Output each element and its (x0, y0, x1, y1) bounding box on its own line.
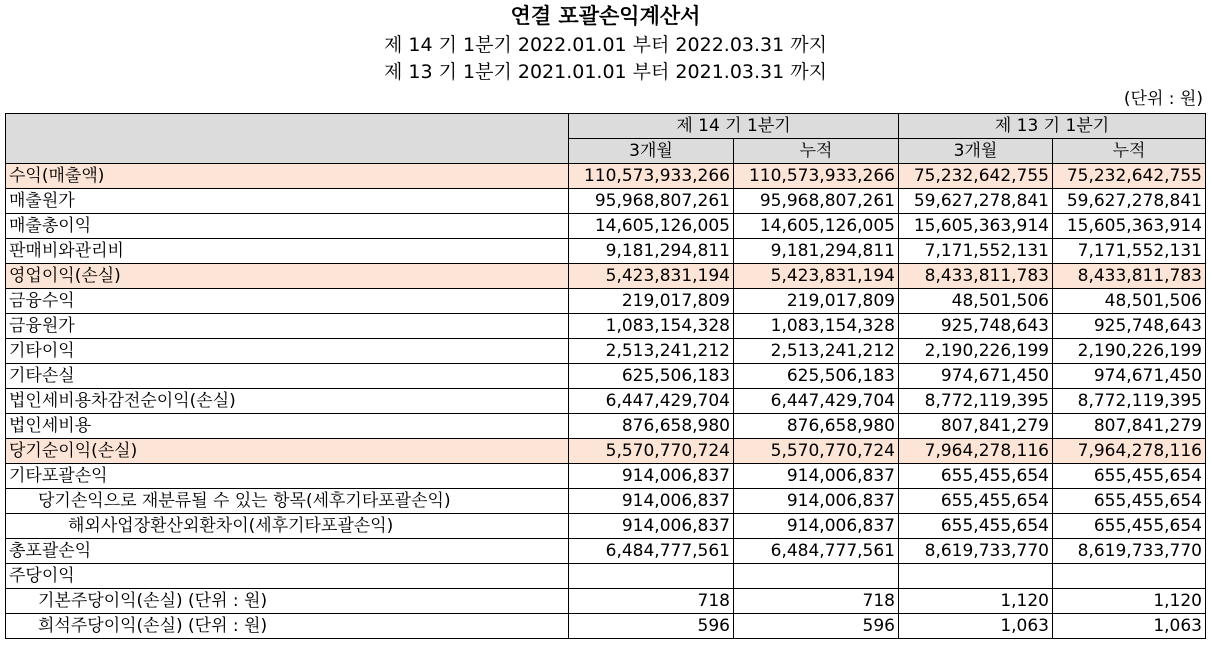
value-current-3m: 5,570,770,724 (569, 439, 734, 464)
col-header-prior-cum: 누적 (1053, 139, 1206, 164)
value-prior-3m: 974,671,450 (899, 364, 1053, 389)
table-row (6, 614, 1206, 639)
table-row (6, 214, 1206, 239)
row-label: 기타이익 (6, 339, 569, 364)
value-prior-cum: 925,748,643 (1053, 314, 1206, 339)
table-row (6, 564, 1206, 589)
col-header-prior-3m: 3개월 (899, 139, 1053, 164)
value-current-cum: 1,083,154,328 (734, 314, 899, 339)
table-row (6, 589, 1206, 614)
period-current: 제 14 기 1분기 2022.01.01 부터 2022.03.31 까지 (384, 34, 827, 56)
value-current-cum: 914,006,837 (734, 514, 899, 539)
statement-title: 연결 포괄손익계산서 (510, 4, 701, 28)
value-current-cum: 14,605,126,005 (734, 214, 899, 239)
value-prior-cum: 7,171,552,131 (1053, 239, 1206, 264)
table-row (6, 489, 1206, 514)
table-row (6, 164, 1206, 189)
row-label: 영업이익(손실) (6, 264, 569, 289)
value-prior-3m: 15,605,363,914 (899, 214, 1053, 239)
value-prior-cum (1053, 564, 1206, 589)
value-current-cum: 9,181,294,811 (734, 239, 899, 264)
value-current-cum: 6,447,429,704 (734, 389, 899, 414)
value-prior-3m: 59,627,278,841 (899, 189, 1053, 214)
value-current-3m: 219,017,809 (569, 289, 734, 314)
value-current-3m: 6,447,429,704 (569, 389, 734, 414)
table-row (6, 464, 1206, 489)
row-label: 수익(매출액) (6, 164, 569, 189)
value-prior-cum: 15,605,363,914 (1053, 214, 1206, 239)
value-prior-cum: 59,627,278,841 (1053, 189, 1206, 214)
row-label: 판매비와관리비 (6, 239, 569, 264)
row-label: 매출총이익 (6, 214, 569, 239)
header-row-period (6, 114, 1206, 139)
value-current-3m: 914,006,837 (569, 489, 734, 514)
value-current-3m: 2,513,241,212 (569, 339, 734, 364)
value-current-cum: 5,570,770,724 (734, 439, 899, 464)
value-prior-cum: 7,964,278,116 (1053, 439, 1206, 464)
row-label: 해외사업장환산외환차이(세후기타포괄손익) (6, 514, 569, 539)
row-label: 희석주당이익(손실) (단위 : 원) (6, 614, 569, 639)
table-row (6, 289, 1206, 314)
value-prior-3m: 75,232,642,755 (899, 164, 1053, 189)
value-prior-3m: 8,772,119,395 (899, 389, 1053, 414)
value-current-3m: 914,006,837 (569, 464, 734, 489)
value-current-cum: 914,006,837 (734, 489, 899, 514)
value-prior-cum: 48,501,506 (1053, 289, 1206, 314)
value-current-3m: 95,968,807,261 (569, 189, 734, 214)
row-label: 법인세비용차감전순이익(손실) (6, 389, 569, 414)
value-prior-cum: 2,190,226,199 (1053, 339, 1206, 364)
table-row (6, 364, 1206, 389)
value-current-cum: 876,658,980 (734, 414, 899, 439)
value-prior-3m: 925,748,643 (899, 314, 1053, 339)
value-prior-cum: 974,671,450 (1053, 364, 1206, 389)
table-row (6, 539, 1206, 564)
unit-label: (단위 : 원) (1123, 89, 1203, 109)
value-prior-cum: 8,772,119,395 (1053, 389, 1206, 414)
value-prior-3m: 8,619,733,770 (899, 539, 1053, 564)
value-current-3m: 914,006,837 (569, 514, 734, 539)
value-prior-3m: 807,841,279 (899, 414, 1053, 439)
value-prior-cum: 1,120 (1053, 589, 1206, 614)
value-current-cum: 219,017,809 (734, 289, 899, 314)
table-row (6, 239, 1206, 264)
table-row (6, 514, 1206, 539)
period-prior: 제 13 기 1분기 2021.01.01 부터 2021.03.31 까지 (384, 61, 827, 83)
row-label: 금융수익 (6, 289, 569, 314)
value-current-cum: 5,423,831,194 (734, 264, 899, 289)
value-current-3m: 9,181,294,811 (569, 239, 734, 264)
value-prior-3m: 655,455,654 (899, 464, 1053, 489)
value-prior-cum: 8,433,811,783 (1053, 264, 1206, 289)
value-current-3m: 876,658,980 (569, 414, 734, 439)
value-current-cum: 110,573,933,266 (734, 164, 899, 189)
value-prior-3m (899, 564, 1053, 589)
col-header-current-3m: 3개월 (569, 139, 734, 164)
row-label: 주당이익 (6, 564, 569, 589)
value-current-3m: 718 (569, 589, 734, 614)
value-prior-cum: 8,619,733,770 (1053, 539, 1206, 564)
value-current-3m: 14,605,126,005 (569, 214, 734, 239)
value-prior-3m: 7,171,552,131 (899, 239, 1053, 264)
table-row (6, 189, 1206, 214)
value-current-3m: 596 (569, 614, 734, 639)
col-header-current: 제 14 기 1분기 (569, 114, 899, 139)
value-current-cum: 914,006,837 (734, 464, 899, 489)
value-current-cum: 718 (734, 589, 899, 614)
table-row (6, 339, 1206, 364)
value-current-cum: 95,968,807,261 (734, 189, 899, 214)
value-prior-3m: 48,501,506 (899, 289, 1053, 314)
table-row (6, 314, 1206, 339)
row-label: 금융원가 (6, 314, 569, 339)
value-prior-3m: 1,063 (899, 614, 1053, 639)
value-prior-cum: 1,063 (1053, 614, 1206, 639)
row-label: 당기손익으로 재분류될 수 있는 항목(세후기타포괄손익) (6, 489, 569, 514)
value-prior-cum: 75,232,642,755 (1053, 164, 1206, 189)
row-label: 기타포괄손익 (6, 464, 569, 489)
value-current-3m: 5,423,831,194 (569, 264, 734, 289)
value-current-3m: 110,573,933,266 (569, 164, 734, 189)
value-current-cum: 6,484,777,561 (734, 539, 899, 564)
row-label: 법인세비용 (6, 414, 569, 439)
value-current-3m: 1,083,154,328 (569, 314, 734, 339)
table-row (6, 439, 1206, 464)
table-row (6, 264, 1206, 289)
header-blank-cell (6, 114, 569, 164)
value-prior-3m: 655,455,654 (899, 489, 1053, 514)
value-prior-cum: 655,455,654 (1053, 464, 1206, 489)
value-prior-3m: 8,433,811,783 (899, 264, 1053, 289)
row-label: 기본주당이익(손실) (단위 : 원) (6, 589, 569, 614)
row-label: 당기순이익(손실) (6, 439, 569, 464)
value-current-cum: 625,506,183 (734, 364, 899, 389)
value-prior-3m: 7,964,278,116 (899, 439, 1053, 464)
table-row (6, 414, 1206, 439)
value-prior-cum: 655,455,654 (1053, 514, 1206, 539)
value-prior-3m: 655,455,654 (899, 514, 1053, 539)
value-current-cum: 596 (734, 614, 899, 639)
row-label: 총포괄손익 (6, 539, 569, 564)
value-current-cum (734, 564, 899, 589)
row-label: 매출원가 (6, 189, 569, 214)
value-prior-cum: 655,455,654 (1053, 489, 1206, 514)
value-current-3m: 625,506,183 (569, 364, 734, 389)
row-label: 기타손실 (6, 364, 569, 389)
value-current-3m (569, 564, 734, 589)
table-row (6, 389, 1206, 414)
value-current-cum: 2,513,241,212 (734, 339, 899, 364)
col-header-current-cum: 누적 (734, 139, 899, 164)
col-header-prior: 제 13 기 1분기 (899, 114, 1206, 139)
income-statement-table (5, 113, 1206, 639)
value-prior-3m: 2,190,226,199 (899, 339, 1053, 364)
value-prior-cum: 807,841,279 (1053, 414, 1206, 439)
value-prior-3m: 1,120 (899, 589, 1053, 614)
value-current-3m: 6,484,777,561 (569, 539, 734, 564)
